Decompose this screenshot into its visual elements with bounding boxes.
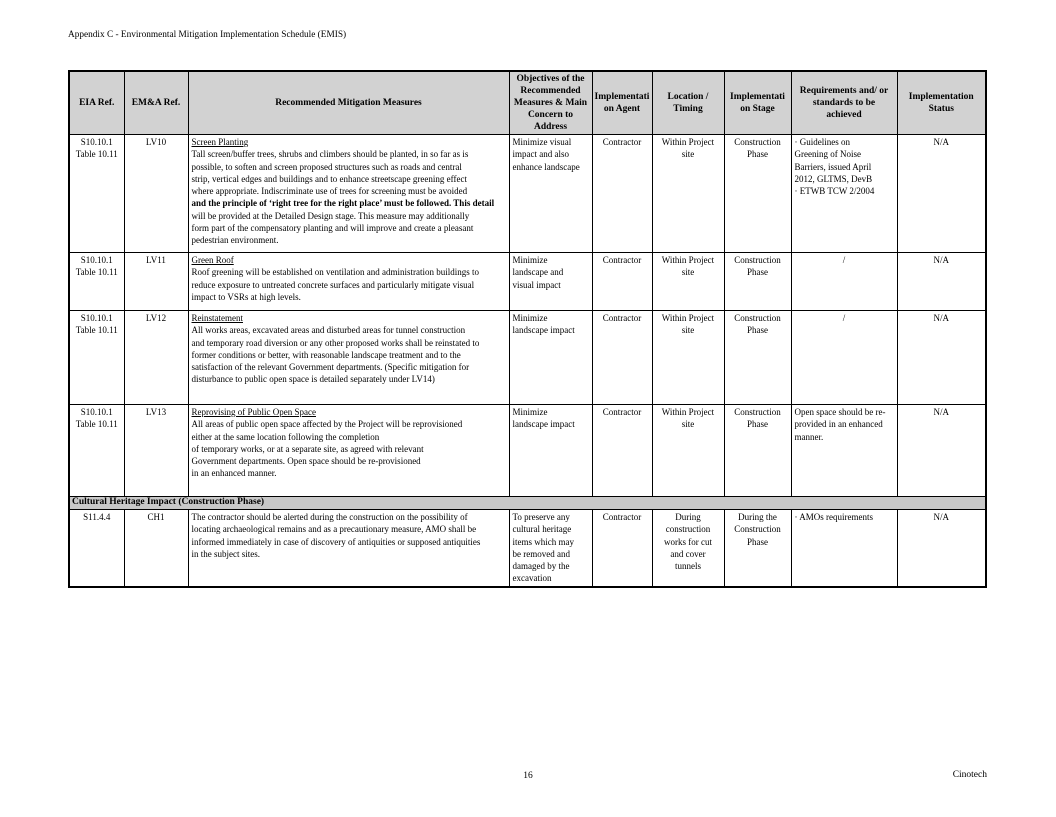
cell-lv11-ema (124, 253, 188, 311)
text-line: Phase (747, 419, 768, 430)
text-line: Roof greening will be established on ventilation and administration buildings to (191, 267, 479, 278)
cell-lv11-stage (724, 253, 791, 311)
text-line: During (675, 512, 701, 522)
text-line: N/A (933, 255, 949, 265)
text-line: Minimize visual (512, 137, 572, 147)
text-line: · AMOs requirements (794, 512, 873, 522)
cell-lv13-agent (592, 405, 652, 497)
cell-ch1-status (897, 510, 986, 587)
page-number: 16 (523, 771, 533, 781)
cell-lv13-objectives (509, 405, 592, 497)
section-header-label: Cultural Heritage Impact (Construction Phase) (69, 497, 986, 510)
text-line: and temporary road diversion or any other proposed works shall be reinstated to (191, 337, 480, 348)
cell-lv12-stage (724, 311, 791, 405)
column-header-location (652, 71, 724, 135)
header-text-line: Recommended Mitigation Measures (275, 98, 422, 108)
text-line: site (681, 325, 695, 336)
cell-lv12-agent (592, 311, 652, 405)
text-line: and the principle of ‘right tree for the right place’ must be followed. This detail (191, 198, 495, 209)
column-header-measures (188, 71, 509, 135)
text-line: impact and also (512, 149, 569, 160)
header-text-line: Concern to (527, 110, 574, 120)
text-line: Reinstatement (191, 313, 243, 323)
table-row-lv11 (69, 253, 986, 311)
text-line: landscape impact (512, 325, 575, 336)
header-text-line: on Agent (603, 104, 641, 114)
emis-table-head (69, 71, 986, 135)
cell-lv13-measures (188, 405, 509, 497)
text-line: site (681, 267, 695, 278)
cell-ch1-stage (724, 510, 791, 587)
text-line: pedestrian environment. (191, 235, 279, 246)
text-line: of temporary works, or at a separate site, as agreed with relevant (191, 443, 424, 454)
cell-lv10-ema (124, 135, 188, 253)
text-line: visual impact (512, 279, 561, 290)
text-line: Green Roof (191, 255, 234, 265)
text-line: strip, vertical edges and buildings and to enhance streetscape greening effect (191, 173, 467, 184)
cell-lv10-eia (69, 135, 124, 253)
table-row-ch1 (69, 510, 986, 587)
text-line: former conditions or better, with reasonable landscape treatment and to the (191, 349, 461, 360)
text-line: Phase (747, 325, 768, 336)
emis-table-body (69, 135, 986, 587)
text-line: cultural heritage (512, 524, 572, 535)
text-line: LV11 (146, 255, 166, 265)
cell-lv12-location (652, 311, 724, 405)
header-text-line: on Stage (740, 104, 775, 114)
text-line: · Guidelines on (794, 137, 850, 147)
text-line: Construction (734, 255, 781, 265)
header-text-line: EM&A Ref. (131, 98, 181, 108)
text-line: Table 10.11 (75, 267, 118, 278)
text-line: Construction (734, 313, 781, 323)
text-line: The contractor should be alerted during the construction on the possibility of (191, 512, 468, 522)
section-header-row (69, 497, 986, 510)
cell-lv12-requirements (791, 311, 897, 405)
cell-lv13-stage (724, 405, 791, 497)
text-line: Screen Planting (191, 137, 249, 147)
text-line: All works areas, excavated areas and disturbed areas for tunnel construction (191, 325, 466, 336)
cell-lv10-stage (724, 135, 791, 253)
footer-company-name: Cinotech (952, 770, 987, 780)
text-line: Within Project (661, 407, 715, 417)
text-line: Phase (747, 149, 768, 160)
cell-ch1-objectives (509, 510, 592, 587)
text-line: N/A (933, 512, 949, 522)
text-line: Table 10.11 (75, 419, 118, 430)
cell-lv10-requirements (791, 135, 897, 253)
text-line: Construction (734, 407, 781, 417)
text-line: N/A (933, 313, 949, 323)
text-line: possible, to soften and screen proposed structures such as roads and central (191, 161, 462, 172)
cell-lv12-objectives (509, 311, 592, 405)
cell-lv11-eia (69, 253, 124, 311)
text-line: Construction (734, 524, 781, 535)
emis-table (68, 70, 987, 588)
text-line: will be provided at the Detailed Design stage. This measure may additionally (191, 210, 470, 221)
text-line: in an enhanced manner. (191, 468, 277, 479)
text-line: Within Project (661, 313, 715, 323)
header-text-line: Recommended (520, 86, 581, 96)
cell-lv13-status (897, 405, 986, 497)
cell-lv12-ema (124, 311, 188, 405)
text-line: Within Project (661, 137, 715, 147)
text-line: construction (665, 524, 711, 535)
header-text-line: Status (928, 104, 954, 114)
header-row (69, 71, 986, 135)
text-line: either at the same location following the completion (191, 431, 380, 442)
text-line: Greening of Noise (794, 149, 861, 160)
cell-ch1-ema (124, 510, 188, 587)
header-text-line: EIA Ref. (79, 98, 115, 108)
header-text-line: Timing (673, 104, 703, 114)
cell-lv13-location (652, 405, 724, 497)
cell-lv10-agent (592, 135, 652, 253)
cell-lv11-requirements (791, 253, 897, 311)
column-header-eia (69, 71, 124, 135)
cell-lv11-status (897, 253, 986, 311)
text-line: / (842, 255, 846, 265)
text-line: Contractor (602, 255, 642, 265)
text-line: landscape and (512, 267, 564, 278)
text-line: Barriers, issued April (794, 161, 872, 172)
text-line: During the (738, 512, 777, 522)
cell-lv11-measures (188, 253, 509, 311)
text-line: manner. (794, 431, 824, 442)
header-text-line: Implementati (730, 92, 785, 102)
text-line: S11.4.4 (83, 512, 111, 522)
text-line: / (842, 313, 846, 323)
column-header-requirements (791, 71, 897, 135)
text-line: informed immediately in case of discovery of antiquities or supposed antiquities (191, 536, 481, 547)
text-line: Contractor (602, 137, 642, 147)
cell-ch1-agent (592, 510, 652, 587)
table-row-lv12 (69, 311, 986, 405)
text-line: Minimize (512, 313, 548, 323)
cell-lv11-location (652, 253, 724, 311)
text-line: form part of the compensatory planting and will improve and create a pleasant (191, 223, 474, 234)
text-line: Minimize (512, 255, 548, 265)
cell-lv11-agent (592, 253, 652, 311)
text-line: Minimize (512, 407, 548, 417)
text-line: Contractor (602, 512, 642, 522)
text-line: works for cut (664, 536, 712, 547)
text-line: LV10 (145, 137, 167, 147)
cell-ch1-eia (69, 510, 124, 587)
text-line: CH1 (147, 512, 165, 522)
header-text-line: Implementation (908, 92, 974, 102)
text-line: landscape impact (512, 419, 575, 430)
text-line: excavation (512, 573, 552, 584)
header-text-line: Objectives of the (516, 74, 585, 84)
text-line: reduce exposure to untreated concrete surfaces and particularly mitigate visual (191, 279, 475, 290)
column-header-ema (124, 71, 188, 135)
text-line: damaged by the (512, 561, 570, 572)
header-text-line: Address (533, 122, 568, 132)
text-line: Reprovising of Public Open Space (191, 407, 316, 417)
text-line: LV13 (145, 407, 167, 417)
cell-ch1-measures (188, 510, 509, 587)
header-text-line: standards to be (812, 98, 876, 108)
text-line: be removed and (512, 548, 570, 559)
text-line: in the subject sites. (191, 548, 260, 559)
cell-lv10-status (897, 135, 986, 253)
cell-lv13-requirements (791, 405, 897, 497)
text-line: tunnels (675, 561, 701, 572)
cell-lv12-status (897, 311, 986, 405)
cell-lv13-eia (69, 405, 124, 497)
header-text-line: Implementati (594, 92, 650, 102)
text-line: To preserve any (512, 512, 570, 522)
header-text-line: achieved (826, 110, 862, 120)
text-line: S10.10.1 (80, 255, 113, 265)
text-line: Phase (747, 267, 768, 278)
text-line: Government departments. Open space should be re-provisioned (191, 456, 421, 467)
cell-ch1-location (652, 510, 724, 587)
text-line: Contractor (602, 313, 642, 323)
text-line: Tall screen/buffer trees, shrubs and climbers should be planted, in so far as is (191, 149, 469, 160)
text-line: S10.10.1 (80, 407, 113, 417)
text-line: N/A (933, 407, 949, 417)
text-line: site (681, 419, 695, 430)
text-line: · ETWB TCW 2/2004 (794, 186, 875, 197)
cell-lv10-measures (188, 135, 509, 253)
table-row-lv10 (69, 135, 986, 253)
text-line: 2012, GLTMS, DevB (794, 173, 873, 184)
column-header-stage (724, 71, 791, 135)
text-line: locating archaeological remains and as a precautionary measure, AMO shall be (191, 524, 477, 535)
text-line: where appropriate. Indiscriminate use of trees for screening must be avoided (191, 186, 468, 197)
cell-lv12-eia (69, 311, 124, 405)
text-line: enhance landscape (512, 161, 580, 172)
text-line: provided in an enhanced (794, 419, 883, 430)
text-line: Construction (734, 137, 781, 147)
text-line: and cover (670, 548, 706, 559)
header-text-line: Requirements and/ or (799, 86, 889, 96)
cell-lv11-objectives (509, 253, 592, 311)
table-row-lv13 (69, 405, 986, 497)
cell-lv10-objectives (509, 135, 592, 253)
header-text-line: Location / (667, 92, 709, 102)
text-line: S10.10.1 (80, 137, 113, 147)
column-header-status (897, 71, 986, 135)
text-line: Open space should be re- (794, 407, 886, 417)
document-header-title: Appendix C - Environmental Mitigation Implementation Schedule (EMIS) (68, 30, 347, 40)
cell-lv13-ema (124, 405, 188, 497)
text-line: Within Project (661, 255, 715, 265)
text-line: LV12 (145, 313, 167, 323)
cell-lv12-measures (188, 311, 509, 405)
text-line: N/A (933, 137, 949, 147)
text-line: items which may (512, 536, 574, 547)
text-line: All areas of public open space affected by the Project will be reprovisioned (191, 419, 463, 430)
text-line: satisfaction of the relevant Government departments. (Specific mitigation for (191, 362, 470, 373)
text-line: Table 10.11 (75, 325, 118, 336)
header-text-line: Measures & Main (513, 98, 588, 108)
text-line: impact to VSRs at high levels. (191, 291, 301, 302)
text-line: Contractor (602, 407, 642, 417)
cell-lv10-location (652, 135, 724, 253)
text-line: Phase (747, 536, 768, 547)
text-line: Table 10.11 (75, 149, 118, 160)
cell-ch1-requirements (791, 510, 897, 587)
text-line: S10.10.1 (80, 313, 113, 323)
text-line: disturbance to public open space is detailed separately under LV14) (191, 374, 435, 385)
column-header-agent (592, 71, 652, 135)
text-line: site (681, 149, 695, 160)
column-header-objectives (509, 71, 592, 135)
